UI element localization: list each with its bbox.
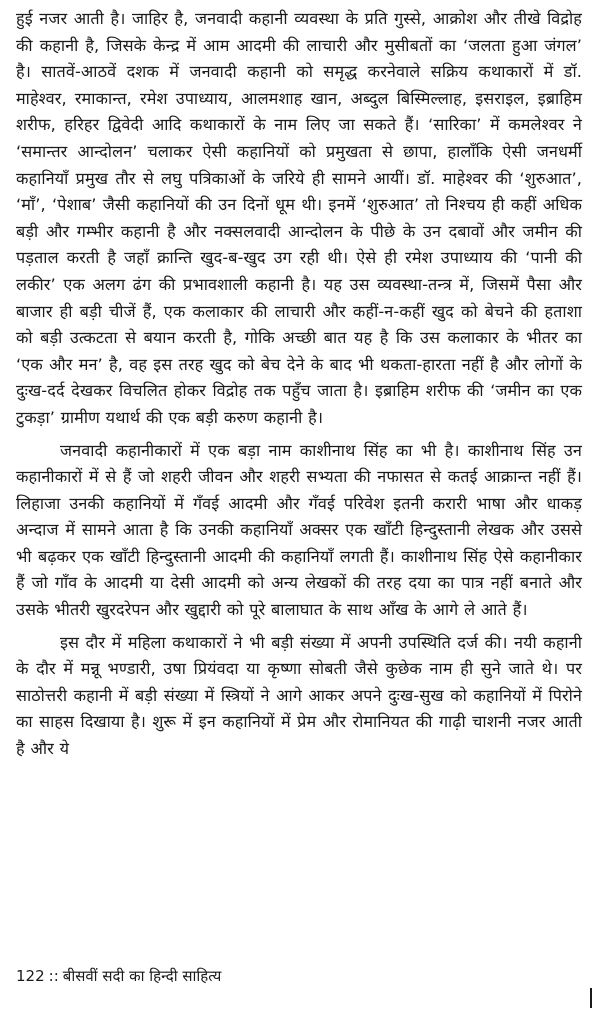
- paragraph-continuation: हुई नजर आती है। जाहिर है, जनवादी कहानी व्यवस्था के प्रति गुस्से, आक्रोश और तीखे विद्रोह की कहानी है, जिसके केन्द्र में आम आदमी की लाचारी और मुसीबतों का ‘जलता हुआ जंगल’ है। सातवें-आठवें दशक में जनवादी कहानी को समृद्ध करनेवाले सक्रिय कथाकारों में डॉ. माहेश्वर, रमाकान्त, रमेश उपाध्याय, आलमशाह खान, अब्दुल बिस्मिल्लाह, इसराइल, इब्राहिम शरीफ, हरिहर द्विवेदी आदि कथाकारों के नाम लिए जा सकते हैं। ‘सारिका’ में कमलेश्वर ने ‘समान्तर आन्दोलन’ चलाकर ऐसी कहानियों को प्रमुखता से छापा, हालाँकि ऐसी जनधर्मी कहानियाँ प्रमुख तौर से लघु पत्रिकाओं के जरिये ही सामने आयीं। डॉ. माहेश्वर की ‘शुरुआत’, ‘माँ’, ‘पेशाब’ जैसी कहानियों की उन दिनों धूम थी। इनमें ‘शुरुआत’ तो निश्चय ही कहीं अधिक बड़ी और गम्भीर कहानी है और नक्सलवादी आन्दोलन के पीछे के उन दबावों और जमीन की पड़ताल करती है जहाँ क्रान्ति खुद-ब-खुद उग रही थी। ऐसे ही रमेश उपाध्याय की ‘पानी की लकीर’ एक अलग ढंग की प्रभावशाली कहानी है। यह उस व्यवस्था-तन्त्र में, जिसमें पैसा और बाजार ही बड़ी चीजें हैं, एक कलाकार की लाचारी और कहीं-न-कहीं खुद को बेचने की हताशा को बड़ी उत्कटता से बयान करती है, गोकि अच्छी बात यह है कि उस कलाकार के भीतर का ‘एक और मन’ है, वह इस तरह खुद को बेच देने के बाद भी थकता-हारता नहीं है और लोगों के दुःख-दर्द देखकर विचलित होकर विद्रोह तक पहुँच जाता है। इब्राहिम शरीफ की ‘जमीन का एक टुकड़ा’ ग्रामीण यथार्थ की एक बड़ी करुण कहानी है।: [16, 9, 582, 427]
- footer-separator: ::: [48, 967, 59, 985]
- book-page: [16, 6, 582, 1006]
- page-number: 122: [16, 967, 45, 985]
- body-text: [16, 6, 582, 763]
- book-title: बीसवीं सदी का हिन्दी साहित्य: [62, 967, 222, 985]
- page-footer: [16, 966, 221, 986]
- page-edge-mark: [590, 988, 592, 1008]
- paragraph-kashinath-singh: जनवादी कहानीकारों में एक बड़ा नाम काशीनाथ सिंह का भी है। काशीनाथ सिंह उन कहानीकारों में से हैं जो शहरी जीवन और शहरी सभ्यता की नफासत से कतई आक्रान्त नहीं हैं। लिहाजा उनकी कहानियों में गँवई आदमी और गँवई परिवेश इतनी करारी भाषा और धाकड़ अन्दाज में सामने आता है कि उनकी कहानियाँ अक्सर एक खाँटी हिन्दुस्तानी लेखक और उससे भी बढ़कर एक खाँटी हिन्दुस्तानी आदमी की कहानियाँ लगती हैं। काशीनाथ सिंह ऐसे कहानीकार हैं जो गाँव के आदमी या देसी आदमी को अन्य लेखकों की तरह दया का पात्र नहीं बनाते और उसके भीतरी खुरदरेपन और खुद्दारी को पूरे बालाघात के साथ आँख के आगे ले आते हैं।: [16, 440, 582, 620]
- paragraph-women-writers: इस दौर में महिला कथाकारों ने भी बड़ी संख्या में अपनी उपस्थिति दर्ज की। नयी कहानी के दौर में मन्नू भण्डारी, उषा प्रियंवदा या कृष्णा सोबती जैसे कुछेक नाम ही सुने जाते थे। पर साठोत्तरी कहानी में बड़ी संख्या में स्त्रियों ने आगे आकर अपने दुःख-सुख को कहानियों में पिरोने का साहस दिखाया है। शुरू में इन कहानियों में प्रेम और रोमानियत की गाढ़ी चाशनी नजर आती है और ये: [16, 632, 582, 759]
